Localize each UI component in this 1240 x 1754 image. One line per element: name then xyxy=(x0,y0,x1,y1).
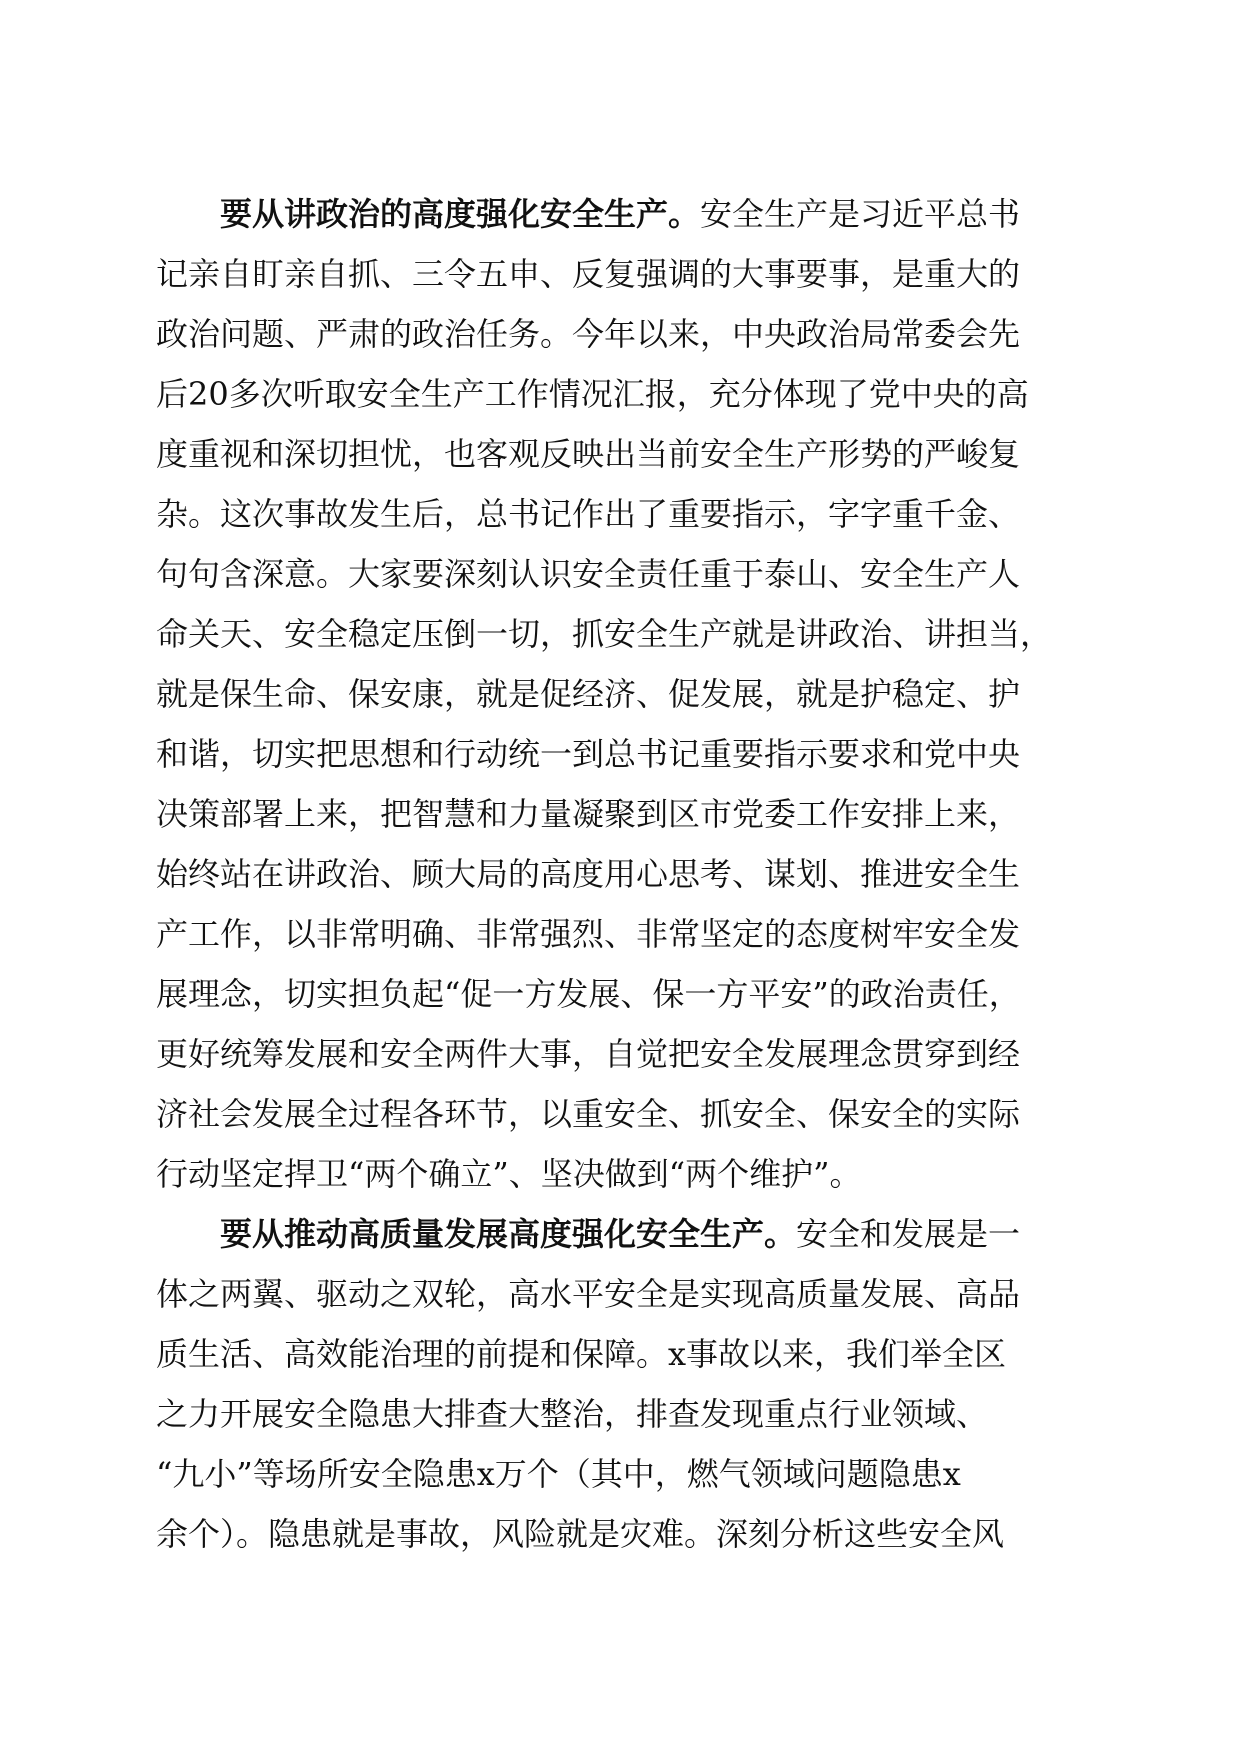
document-body xyxy=(156,184,1076,1564)
paragraph-1-line: 命关天、安全稳定压倒一切，抓安全生产就是讲政治、讲担当， xyxy=(156,615,1053,653)
paragraph-1-line: 记亲自盯亲自抓、三令五申、反复强调的大事要事，是重大的 xyxy=(156,255,1021,293)
paragraph-1-line: 产工作，以非常明确、非常强烈、非常坚定的态度树牢安全发 xyxy=(156,915,1021,953)
paragraph-1-line: 政治问题、严肃的政治任务。今年以来，中央政治局常委会先 xyxy=(156,315,1021,353)
paragraph-1-line: 度重视和深切担忧，也客观反映出当前安全生产形势的严峻复 xyxy=(156,435,1021,473)
paragraph-1-first-line-text: 安全生产是习近平总书 xyxy=(700,195,1021,233)
paragraph-1-line: 和谐，切实把思想和行动统一到总书记重要指示要求和党中央 xyxy=(156,735,1021,773)
paragraph-2-line: 之力开展安全隐患大排查大整治，排查发现重点行业领域、 xyxy=(156,1395,989,1433)
paragraph-2-line: 余个）。隐患就是事故，风险就是灾难。深刻分析这些安全风 xyxy=(156,1515,1005,1553)
paragraph-2-first-line-text: 安全和发展是一 xyxy=(796,1215,1021,1253)
paragraph-1-line: 更好统筹发展和安全两件大事，自觉把安全发展理念贯穿到经 xyxy=(156,1035,1021,1073)
paragraph-1-line: 杂。这次事故发生后，总书记作出了重要指示，字字重千金、 xyxy=(156,495,1021,533)
paragraph-2-line: “九小”等场所安全隐患x万个（其中，燃气领域问题隐患x xyxy=(156,1455,961,1493)
paragraph-1-line: 后20多次听取安全生产工作情况汇报，充分体现了党中央的高 xyxy=(156,375,1029,413)
paragraph-1-line: 句句含深意。大家要深刻认识安全责任重于泰山、安全生产人 xyxy=(156,555,1021,593)
paragraph-2-first-line xyxy=(156,1204,1076,1264)
paragraph-1-first-line xyxy=(156,184,1076,244)
paragraph-1-line: 行动坚定捍卫“两个确立”、坚决做到“两个维护”。 xyxy=(156,1155,862,1193)
paragraph-2-line: 质生活、高效能治理的前提和保障。x事故以来，我们举全区 xyxy=(156,1335,1007,1373)
paragraph-1-line: 济社会发展全过程各环节，以重安全、抓安全、保安全的实际 xyxy=(156,1095,1021,1133)
paragraph-1-line: 始终站在讲政治、顾大局的高度用心思考、谋划、推进安全生 xyxy=(156,855,1021,893)
paragraph-2-heading: 要从推动高质量发展高度强化安全生产。 xyxy=(220,1215,797,1253)
paragraph-1-line: 展理念，切实担负起“促一方发展、保一方平安”的政治责任， xyxy=(156,975,1021,1013)
paragraph-1-line: 决策部署上来，把智慧和力量凝聚到区市党委工作安排上来， xyxy=(156,795,1021,833)
paragraph-2-line: 体之两翼、驱动之双轮，高水平安全是实现高质量发展、高品 xyxy=(156,1275,1021,1313)
paragraph-1-heading: 要从讲政治的高度强化安全生产。 xyxy=(220,195,701,233)
paragraph-1-line: 就是保生命、保安康，就是促经济、促发展，就是护稳定、护 xyxy=(156,675,1021,713)
